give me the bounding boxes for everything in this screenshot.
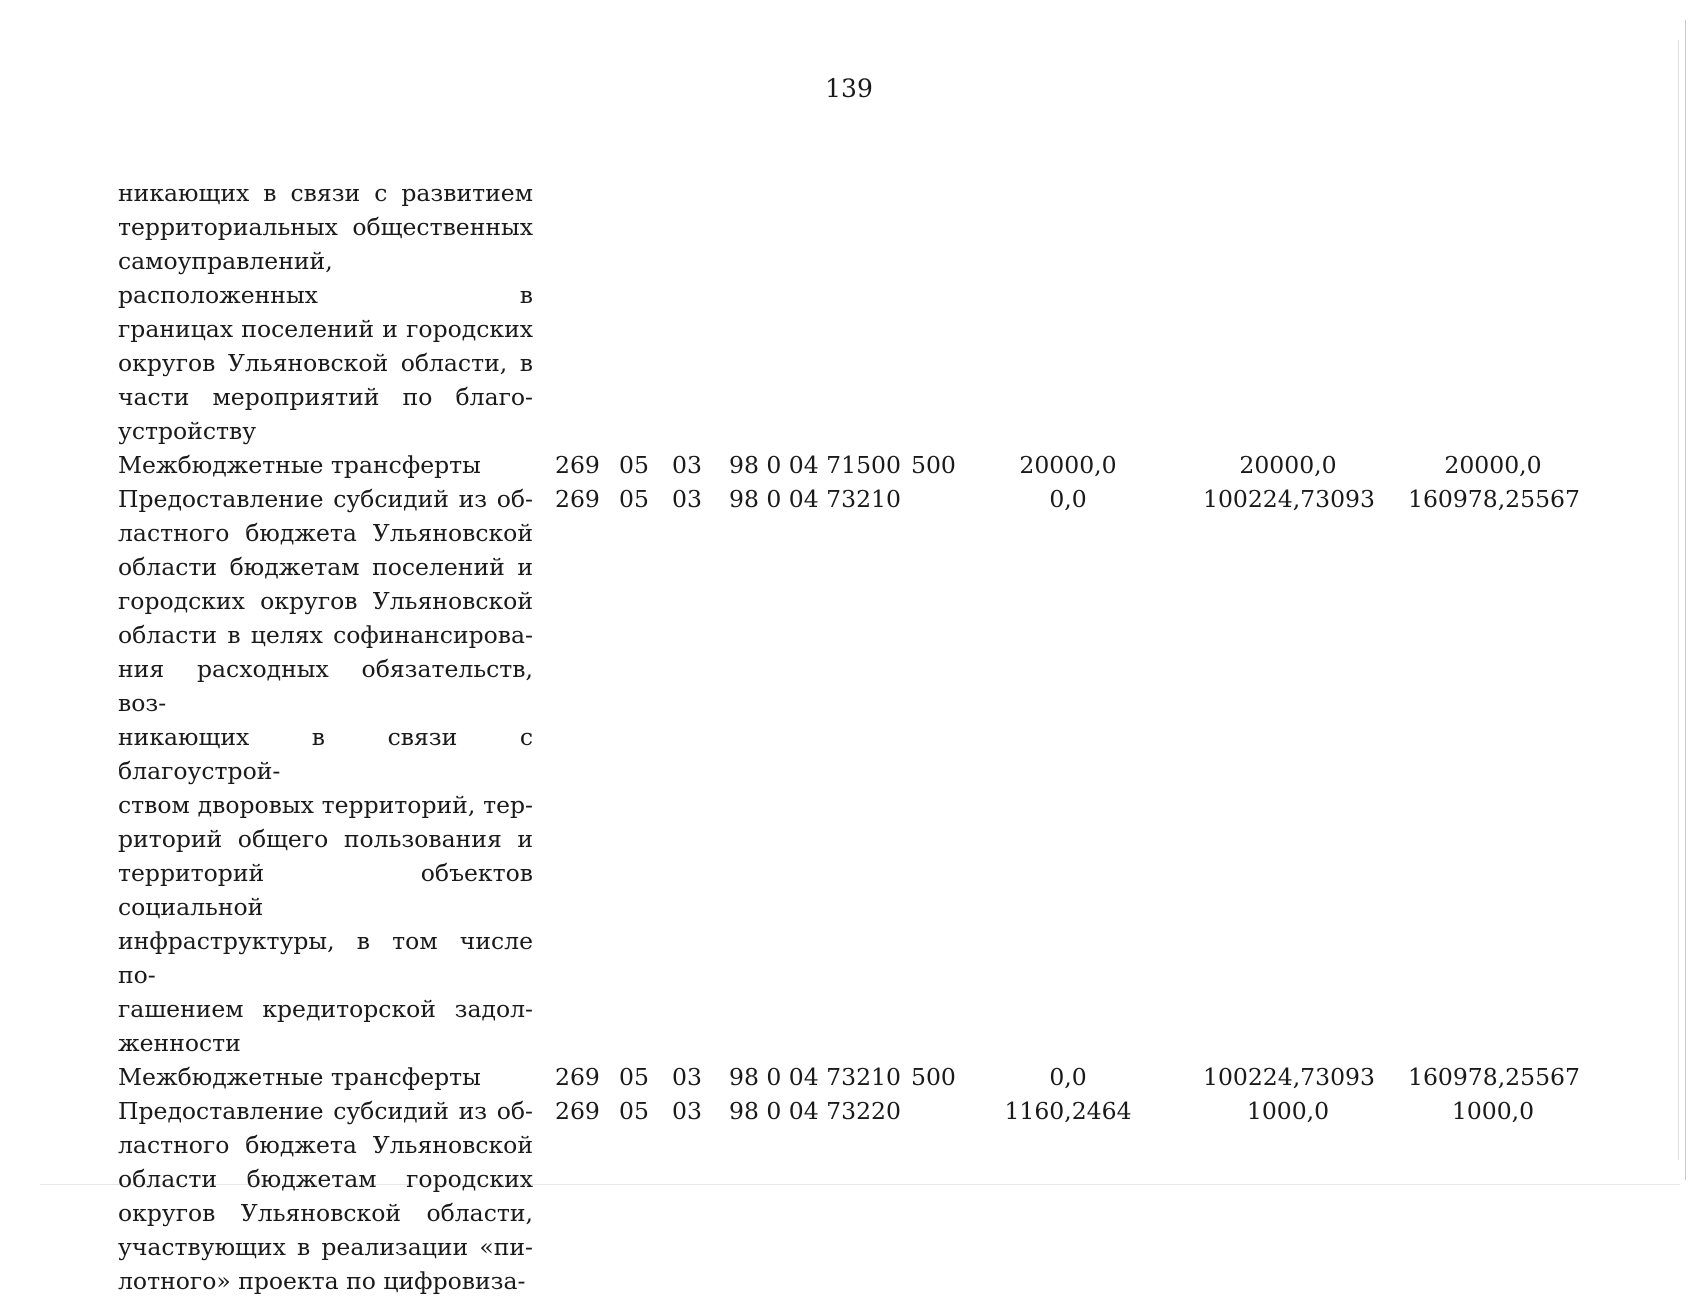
- section-code: 05: [619, 451, 649, 479]
- table-row: [118, 1094, 1578, 1298]
- amount-year-2: 1000,0: [1246, 1097, 1330, 1125]
- budget-table: [118, 176, 1578, 1298]
- table-row: [118, 448, 1578, 482]
- row-description: [118, 448, 533, 482]
- amount-year-1: 0,0: [1049, 1063, 1087, 1091]
- description-line: округов Ульяновской области,: [118, 1199, 533, 1227]
- description-line: границах поселений и городских: [118, 315, 533, 343]
- description-line: инфраструктуры, в том числе по-: [118, 927, 533, 989]
- description-line: участвующих в реализации «пи-: [118, 1233, 533, 1261]
- department-code: 269: [555, 451, 600, 479]
- description-line: ния расходных обязательств, воз-: [118, 655, 533, 717]
- subsection-code: 03: [672, 451, 702, 479]
- description-line: Межбюджетные трансферты: [118, 1063, 481, 1091]
- description-line: округов Ульяновской области, в: [118, 349, 533, 377]
- description-line: территорий объектов социальной: [118, 859, 533, 921]
- description-line: женности: [118, 1029, 241, 1057]
- scan-edge-line-faint: [1678, 40, 1679, 1160]
- table-row: [118, 482, 1578, 1060]
- description-line: части мероприятий по благо-: [118, 383, 533, 411]
- target-item-code: 98 0 04 73220: [729, 1097, 901, 1125]
- amount-year-1: 20000,0: [1019, 451, 1117, 479]
- row-description: [118, 1060, 533, 1094]
- description-line: риторий общего пользования и: [118, 825, 533, 853]
- department-code: 269: [555, 1097, 600, 1125]
- amount-year-3: 20000,0: [1444, 451, 1542, 479]
- table-row: [118, 1060, 1578, 1094]
- amount-year-1: 0,0: [1049, 485, 1087, 513]
- description-line: Межбюджетные трансферты: [118, 451, 481, 479]
- description-line: области бюджетам городских: [118, 1165, 533, 1193]
- table-row: [118, 176, 1578, 448]
- row-description: [118, 176, 533, 448]
- department-code: 269: [555, 485, 600, 513]
- section-code: 05: [619, 1063, 649, 1091]
- expense-type-code: 500: [911, 451, 956, 479]
- description-line: ластного бюджета Ульяновской: [118, 1131, 533, 1159]
- description-line: гашением кредиторской задол-: [118, 995, 533, 1023]
- section-code: 05: [619, 485, 649, 513]
- department-code: 269: [555, 1063, 600, 1091]
- description-line: ластного бюджета Ульяновской: [118, 519, 533, 547]
- description-line: Предоставление субсидий из об-: [118, 1097, 533, 1125]
- amount-year-1: 1160,2464: [1004, 1097, 1132, 1125]
- subsection-code: 03: [672, 1097, 702, 1125]
- row-description: [118, 1094, 533, 1298]
- description-line: ством дворовых территорий, тер-: [118, 791, 533, 819]
- amount-year-3: 160978,25567: [1408, 485, 1580, 513]
- subsection-code: 03: [672, 485, 702, 513]
- amount-year-2: 20000,0: [1239, 451, 1337, 479]
- amount-year-3: 160978,25567: [1408, 1063, 1580, 1091]
- description-line: городских округов Ульяновской: [118, 587, 533, 615]
- description-line: области в целях софинансирова-: [118, 621, 533, 649]
- section-code: 05: [619, 1097, 649, 1125]
- description-line: Предоставление субсидий из об-: [118, 485, 533, 513]
- description-line: области бюджетам поселений и: [118, 553, 533, 581]
- target-item-code: 98 0 04 73210: [729, 1063, 901, 1091]
- target-item-code: 98 0 04 71500: [729, 451, 901, 479]
- description-line: территориальных общественных: [118, 213, 533, 241]
- amount-year-3: 1000,0: [1451, 1097, 1535, 1125]
- description-line: никающих в связи с благоустрой-: [118, 723, 533, 785]
- description-line: устройству: [118, 417, 257, 445]
- description-line: никающих в связи с развитием: [118, 179, 533, 207]
- amount-year-2: 100224,73093: [1203, 1063, 1375, 1091]
- expense-type-code: 500: [911, 1063, 956, 1091]
- description-line: лотного» проекта по цифровиза-: [118, 1267, 526, 1295]
- amount-year-2: 100224,73093: [1203, 485, 1375, 513]
- subsection-code: 03: [672, 1063, 702, 1091]
- description-line: самоуправлений, расположенных в: [118, 247, 533, 309]
- target-item-code: 98 0 04 73210: [729, 485, 901, 513]
- row-description: [118, 482, 533, 1060]
- scan-edge-line: [1685, 20, 1686, 1180]
- page-number: 139: [825, 74, 873, 103]
